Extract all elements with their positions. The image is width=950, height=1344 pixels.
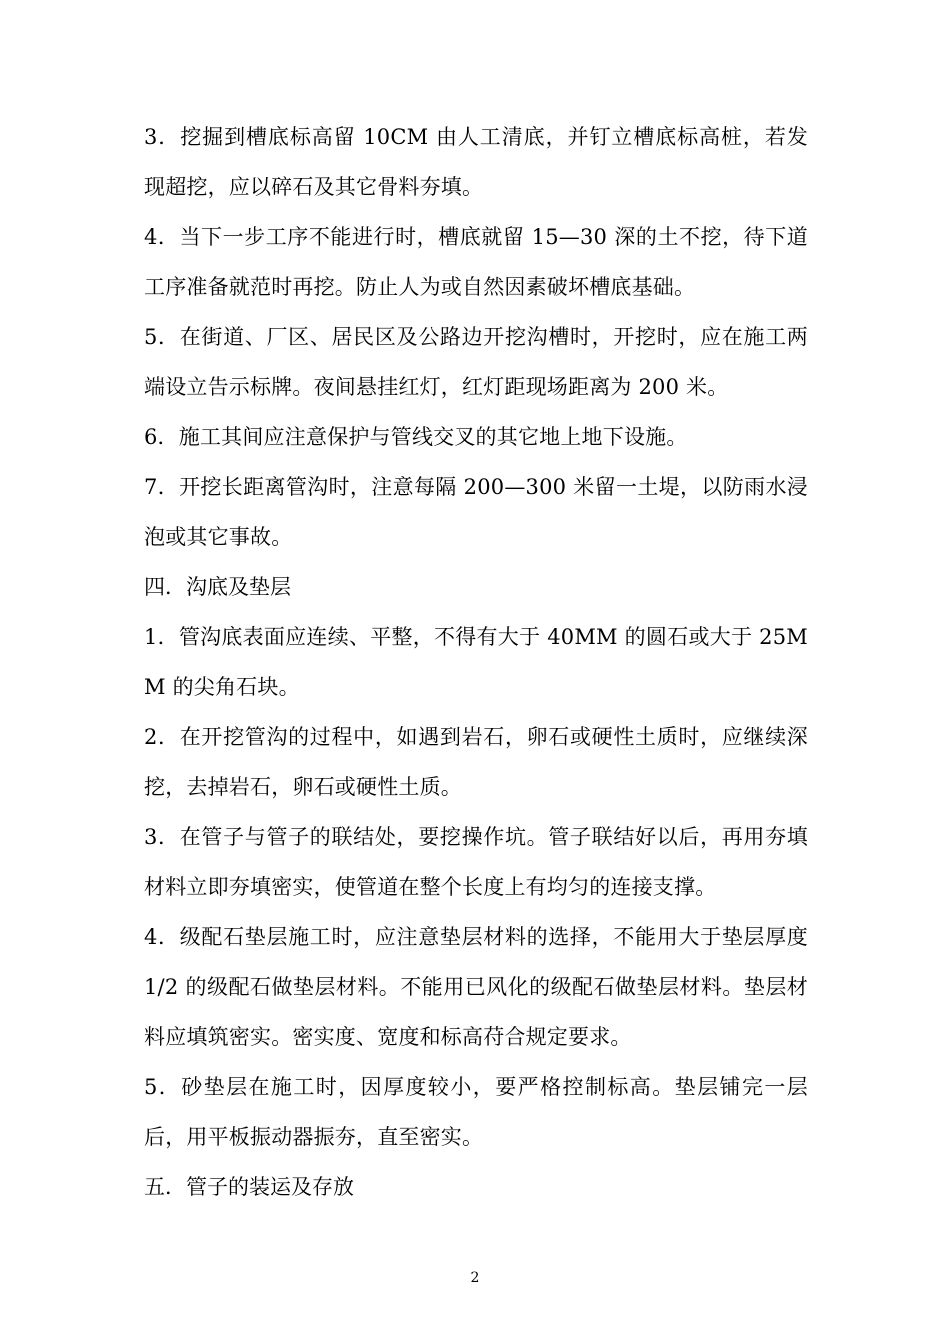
paragraph-1-trench-surface: 1．管沟底表面应连续、平整，不得有大于 40MM 的圆石或大于 25MM 的尖角石块。 (144, 625, 808, 699)
paragraph-4-gravel-cushion: 4．级配石垫层施工时，应注意垫层材料的选择，不能用大于垫层厚度 1/2 的级配石做垫层材料。不能用已风化的级配石做垫层材料。垫层材料应填筑密实。密实度、宽度和标高苻合规定要求。 (144, 925, 808, 1049)
paragraph-4-leave-soil: 4．当下一步工序不能进行时，槽底就留 15—30 深的土不挖，待下道工序准备就范时再挖。防止人为或自然因素破坏槽底基础。 (144, 225, 808, 299)
paragraph-3-joint-pits: 3．在管子与管子的联结处，要挖操作坑。管子联结好以后，再用夯填材料立即夯填密实，使管道在整个长度上有均匀的连接支撑。 (144, 825, 808, 899)
paragraph-7-soil-dikes: 7．开挖长距离管沟时，注意每隔 200—300 米留一土堤，以防雨水浸泡或其它事故。 (144, 475, 808, 549)
paragraph-6-protect-facilities: 6．施工其间应注意保护与管线交叉的其它地上地下设施。 (144, 425, 688, 449)
page-number: 2 (470, 1270, 480, 1286)
paragraph-5-sand-cushion: 5．砂垫层在施工时，因厚度较小，要严格控制标高。垫层铺完一层后，用平板振动器振夯，直至密实。 (144, 1075, 808, 1149)
section-heading-pipe-transport: 五．管子的装运及存放 (144, 1175, 354, 1199)
document-body (144, 112, 808, 1212)
paragraph-3-excavate-to-bottom: 3．挖掘到槽底标高留 10CM 由人工清底，并钉立槽底标高桩，若发现超挖，应以碎石及其它骨料夯填。 (144, 125, 808, 199)
paragraph-2-rock-removal: 2．在开挖管沟的过程中，如遇到岩石，卵石或硬性土质时，应继续深挖，去掉岩石，卵石或硬性土质。 (144, 725, 808, 799)
paragraph-5-warning-signs: 5．在街道、厂区、居民区及公路边开挖沟槽时，开挖时，应在施工两端设立告示标牌。夜间悬挂红灯，红灯距现场距离为 200 米。 (144, 325, 808, 399)
section-heading-trench-bottom: 四．沟底及垫层 (144, 575, 291, 599)
